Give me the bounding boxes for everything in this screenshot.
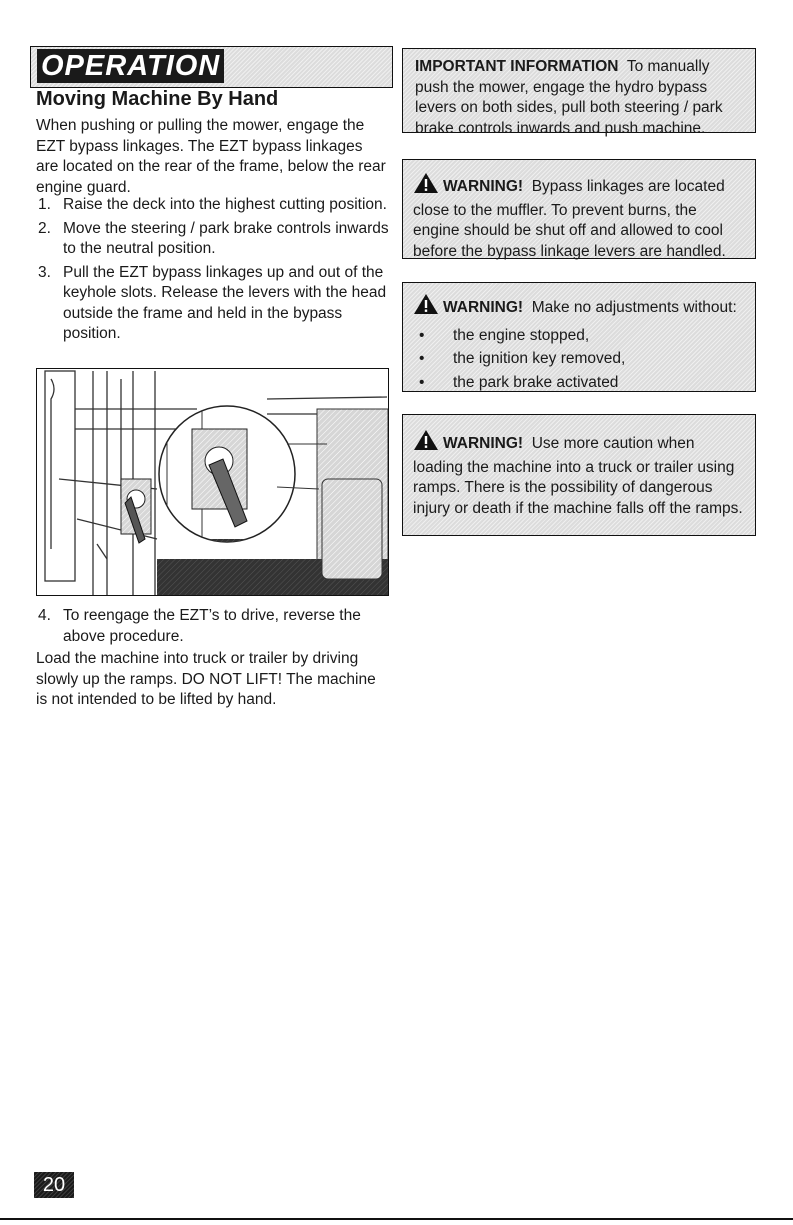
step-number: 1. [38,196,51,213]
warning-body: Make no adjustments without: [531,299,737,316]
important-body: To manually push the mower, engage the hydro bypass levers on both sides, pull both steering / park brake controls inwards and push machine. [415,58,723,137]
step-text: Move the steering / park brake controls inwards to the neutral position. [63,219,389,257]
step-number: 4. [38,607,51,624]
bypass-linkage-illustration [36,368,389,596]
important-information-box [402,48,756,137]
warning-box-adjustments [402,282,756,392]
warning-box-muffler [402,159,756,259]
important-label: IMPORTANT INFORMATION [415,58,619,75]
page-number: 20 [34,1172,74,1198]
section-banner-title: OPERATION [37,49,224,83]
section-banner [30,46,393,88]
closing-paragraph: Load the machine into truck or trailer by driving slowly up the ramps. DO NOT LIFT! The machine is not intended to be lifted by hand. [36,650,376,708]
list-item [36,195,391,216]
warning-label: WARNING! [443,178,524,195]
list-item: • the engine stopped, [419,326,590,344]
bullet-text: the engine stopped, [453,326,590,344]
steps-list [36,195,391,348]
step-number: 2. [38,219,51,237]
list-item: • the ignition key removed, [419,350,626,367]
list-item [36,219,391,260]
warning-triangle-icon [413,293,439,322]
warning-bullet-list [413,326,745,394]
step-text: Raise the deck into the highest cutting position. [63,196,387,213]
warning-text [413,293,745,393]
bottom-divider [0,1218,793,1220]
step-text: To reengage the EZT’s to drive, reverse the above procedure. [63,607,361,645]
mower-frame-drawing [37,369,388,595]
bullet-text: the ignition key removed, [453,350,626,367]
steps-list-continued [36,606,391,650]
warning-box-ramps [402,414,756,536]
intro-paragraph: When pushing or pulling the mower, engage the EZT bypass linkages. The EZT bypass linkages are located on the rear of the frame, below the rear engine guard. [36,117,386,196]
list-item [36,263,391,345]
warning-text [413,429,745,519]
bullet-text: the park brake activated [453,373,619,391]
important-text [415,57,743,139]
warning-label: WARNING! [443,435,524,452]
section-title: Moving Machine By Hand [36,88,279,110]
warning-body: Bypass linkages are located close to the muffler. To prevent burns, the engine should be shut off and allowed to cool before the bypass linkage levers are handled. [413,178,726,260]
warning-triangle-icon [413,172,439,201]
warning-body: Use more caution when loading the machine into a truck or trailer using ramps. There is the possibility of dangerous injury or death if the machine falls off the ramps. [413,435,743,517]
step-number: 3. [38,263,51,281]
list-item: • the park brake activated [419,373,619,391]
warning-triangle-icon [413,429,439,458]
step-text: Pull the EZT bypass linkages up and out of the keyhole slots. Release the levers with the head outside the frame and held in the bypass position. [63,263,387,342]
list-item [36,606,391,647]
warning-label: WARNING! [443,299,524,316]
warning-text [413,172,745,262]
